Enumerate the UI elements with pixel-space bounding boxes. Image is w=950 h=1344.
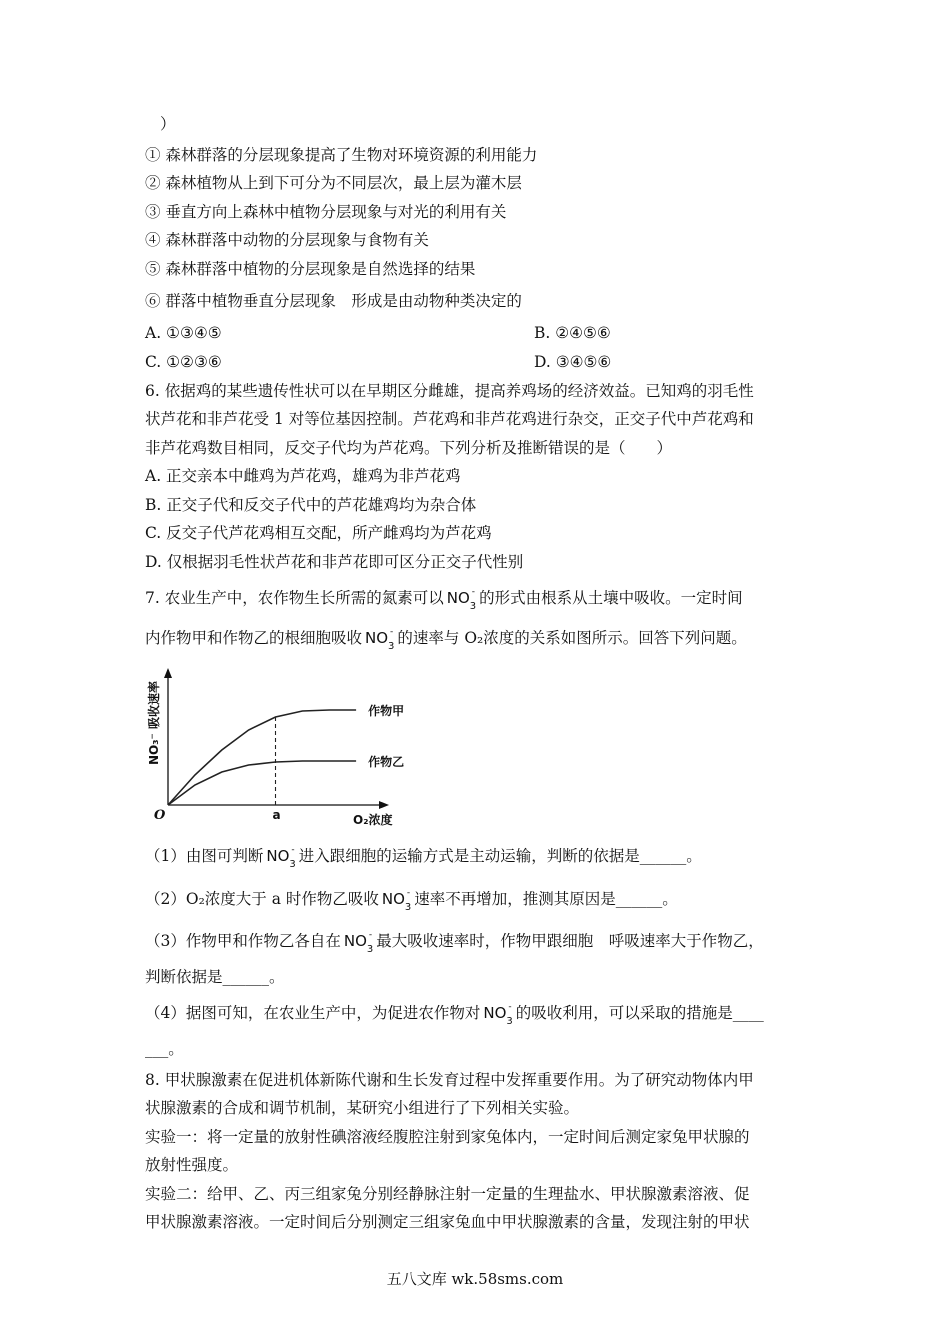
q5-item-1: ① 森林群落的分层现象提高了生物对环境资源的利用能力 <box>145 146 538 164</box>
q7-sub-4-cont: ___。 <box>145 1040 184 1058</box>
nitrate-uptake-chart <box>143 660 408 830</box>
nitrate-formula: $NO_3$ - <box>483 1002 513 1027</box>
q7-line-2: 内作物甲和作物乙的根细胞吸收 $NO_3$ - 的速率与 O₂浓度的关系如图所示。回答下列问题。 <box>145 627 810 656</box>
q5-item-2: ② 森林植物从上到下可分为不同层次，最上层为灌木层 <box>145 174 522 192</box>
q7-line-1: 7. 农业生产中，农作物生长所需的氮素可以 $NO_3$ - 的形式由根系从土壤中吸收。一定时间 <box>145 587 810 616</box>
nitrate-formula: $NO_3$ - <box>365 627 395 652</box>
x-marker-label: a <box>272 808 281 822</box>
q8-line-2: 状腺激素的合成和调节机制，某研究小组进行了下列相关实验。 <box>145 1099 580 1117</box>
series-line-1 <box>168 710 356 805</box>
q5-close-paren: ） <box>160 115 176 133</box>
q8-line-1: 8. 甲状腺激素在促进机体新陈代谢和生长发育过程中发挥重要作用。为了研究动物体内甲 <box>145 1071 754 1089</box>
q5-option-d: D. ③④⑤⑥ <box>534 353 612 371</box>
x-axis-label: O₂浓度 <box>353 813 393 827</box>
y-axis-arrow <box>164 668 172 678</box>
q8-line-6: 甲状腺激素溶液。一定时间后分别测定三组家兔血中甲状腺激素的含量，发现注射的甲状 <box>145 1213 750 1231</box>
nitrate-formula: $NO_3$ - <box>343 930 374 955</box>
footer-watermark: 五八文库 wk.58sms.com <box>386 1270 564 1288</box>
q6-stem-3: 非芦花鸡数目相同，反交子代均为芦花鸡。下列分析及推断错误的是（ ） <box>145 439 673 457</box>
q7-sub-2: （2）O₂浓度大于 a 时作物乙吸收 $NO_3$ - 速率不再增加，推测其原因是______。 <box>145 888 810 917</box>
q5-option-b: B. ②④⑤⑥ <box>534 324 611 342</box>
q6-stem-2: 状芦花和非芦花受 1 对等位基因控制。芦花鸡和非芦花鸡进行杂交，正交子代中芦花鸡和 <box>145 410 754 428</box>
q6-option-c: C. 反交子代芦花鸡相互交配，所产雌鸡均为芦花鸡 <box>145 524 492 542</box>
x-axis-arrow <box>379 801 389 809</box>
q7-sub-1: （1）由图可判断 $NO_3$ - 进入跟细胞的运输方式是主动运输，判断的依据是______。 <box>145 845 810 874</box>
q7-sub-3: （3）作物甲和作物乙各自在 $NO_3$ - 最大吸收速率时，作物甲跟细胞 呼吸速率大于作物乙， <box>145 930 810 959</box>
q5-option-a: A. ①③④⑤ <box>145 324 222 342</box>
q5-option-c: C. ①②③⑥ <box>145 353 222 371</box>
nitrate-formula: $NO_3$ - <box>266 845 296 870</box>
series-label-1: 作物甲 <box>368 704 405 718</box>
series-label-2: 作物乙 <box>368 755 405 769</box>
q6-stem-1: 6. 依据鸡的某些遗传性状可以在早期区分雌雄，提高养鸡场的经济效益。已知鸡的羽毛性 <box>145 382 754 400</box>
q8-line-5: 实验二：给甲、乙、丙三组家兔分别经静脉注射一定量的生理盐水、甲状腺激素溶液、促 <box>145 1185 750 1203</box>
q5-item-3: ③ 垂直方向上森林中植物分层现象与对光的利用有关 <box>145 203 507 221</box>
q8-line-3: 实验一：将一定量的放射性碘溶液经腹腔注射到家兔体内，一定时间后测定家兔甲状腺的 <box>145 1128 750 1146</box>
q6-option-b: B. 正交子代和反交子代中的芦花雄鸡均为杂合体 <box>145 496 477 514</box>
origin-label: O <box>154 808 166 823</box>
q5-item-6: ⑥ 群落中植物垂直分层现象 形成是由动物种类决定的 <box>145 292 522 310</box>
q5-item-5: ⑤ 森林群落中植物的分层现象是自然选择的结果 <box>145 260 476 278</box>
q6-option-d: D. 仅根据羽毛性状芦花和非芦花即可区分正交子代性别 <box>145 553 524 571</box>
nitrate-formula: $NO_3$ - <box>381 888 412 913</box>
y-axis-label: NO₃⁻ 吸收速率 <box>147 680 161 765</box>
series-line-2 <box>168 761 356 805</box>
nitrate-formula: $NO_3$ - <box>446 587 477 612</box>
q7-sub-3-cont: 判断依据是______。 <box>145 968 285 986</box>
q8-line-4: 放射性强度。 <box>145 1156 239 1174</box>
q5-item-4: ④ 森林群落中动物的分层现象与食物有关 <box>145 231 429 249</box>
q6-option-a: A. 正交亲本中雌鸡为芦花鸡，雄鸡为非芦花鸡 <box>145 467 461 485</box>
q7-sub-4: （4）据图可知，在农业生产中，为促进农作物对 $NO_3$ - 的吸收利用，可以采取的措施是____ <box>145 1002 810 1031</box>
